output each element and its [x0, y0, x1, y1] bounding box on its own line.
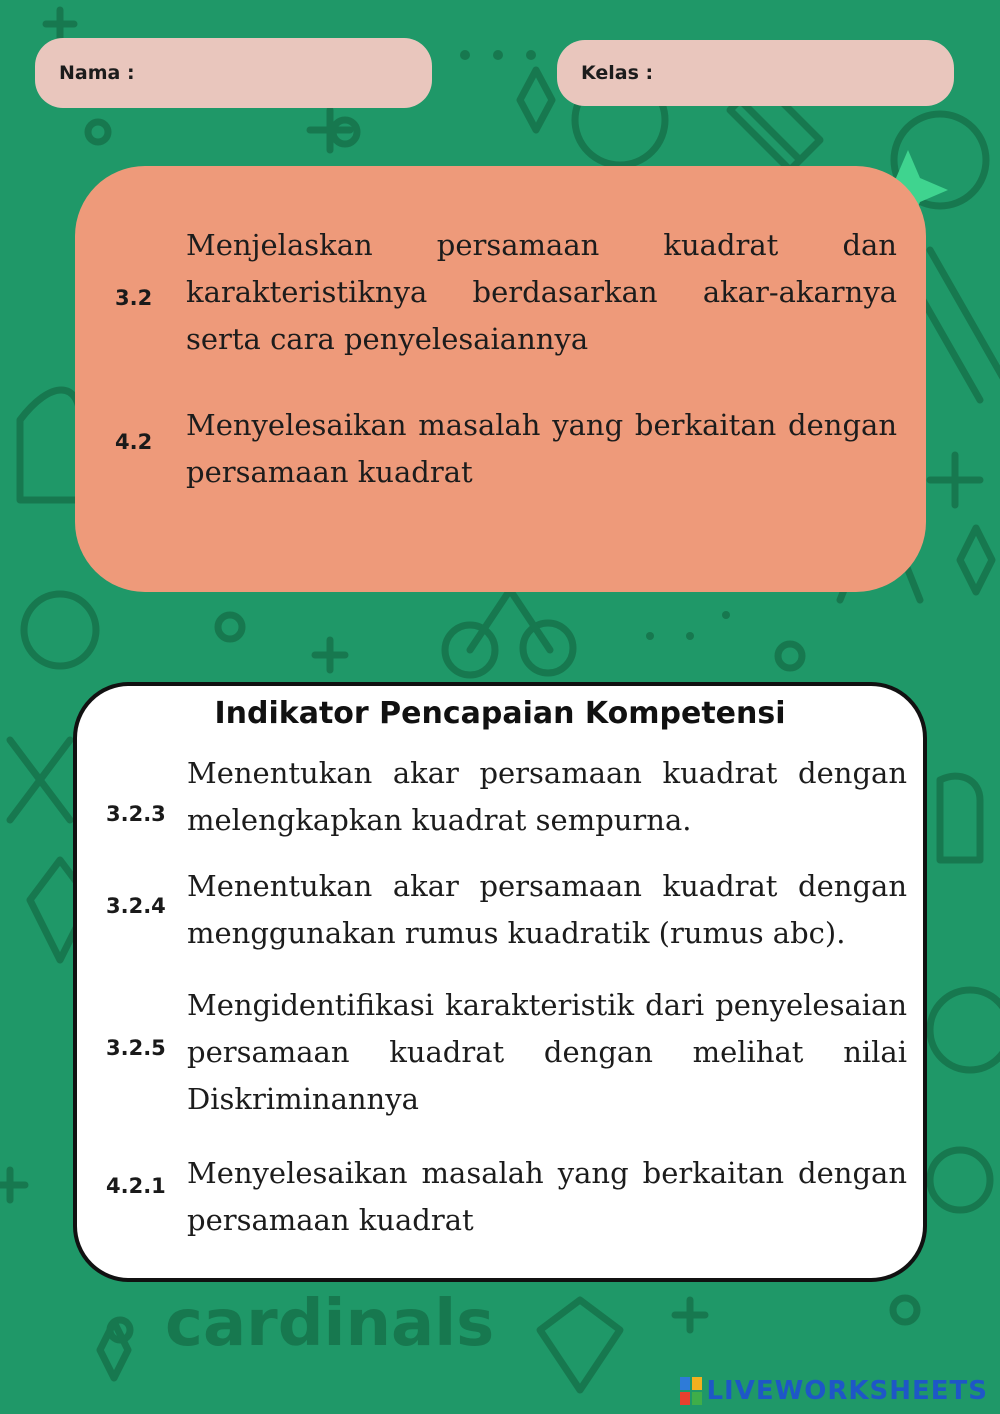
background-cardinals-text: cardinals: [165, 1287, 495, 1361]
indikator-title: Indikator Pencapaian Kompetensi: [214, 696, 786, 731]
watermark-text: LIVEWORKSHEETS: [706, 1376, 988, 1406]
liveworksheets-logo-icon: [680, 1377, 702, 1405]
name-label: Nama :: [59, 62, 135, 84]
class-input[interactable]: [661, 52, 954, 94]
kd-text: Menyelesaikan masalah yang berkaitan dengan persamaan kuadrat: [186, 408, 897, 489]
indikator-code: 4.2.1: [106, 1174, 166, 1198]
kd-code: 4.2: [115, 430, 153, 454]
indikator-text: Menentukan akar persamaan kuadrat dengan menggunakan rumus kuadratik (rumus abc).: [187, 869, 907, 950]
liveworksheets-watermark: [680, 1376, 988, 1406]
name-input[interactable]: [143, 52, 432, 94]
indikator-code: 3.2.4: [106, 894, 166, 918]
indikator-text: Menyelesaikan masalah yang berkaitan dengan persamaan kuadrat: [187, 1156, 907, 1237]
indikator-box: [73, 682, 927, 1282]
kd-text: Menjelaskan persamaan kuadrat dan karakteristiknya berdasarkan akar-akarnya serta cara penyelesaiannya: [186, 228, 897, 356]
class-field: [557, 40, 954, 106]
class-label: Kelas :: [581, 62, 654, 84]
indikator-text: Menentukan akar persamaan kuadrat dengan melengkapkan kuadrat sempurna.: [187, 756, 907, 837]
indikator-code: 3.2.5: [106, 1036, 166, 1060]
indikator-code: 3.2.3: [106, 802, 166, 826]
indikator-text: Mengidentifikasi karakteristik dari penyelesaian persamaan kuadrat dengan melihat nilai Diskriminannya: [187, 988, 907, 1116]
name-field: [35, 38, 432, 108]
kompetensi-dasar-box: [75, 166, 926, 592]
kd-code: 3.2: [115, 286, 153, 310]
